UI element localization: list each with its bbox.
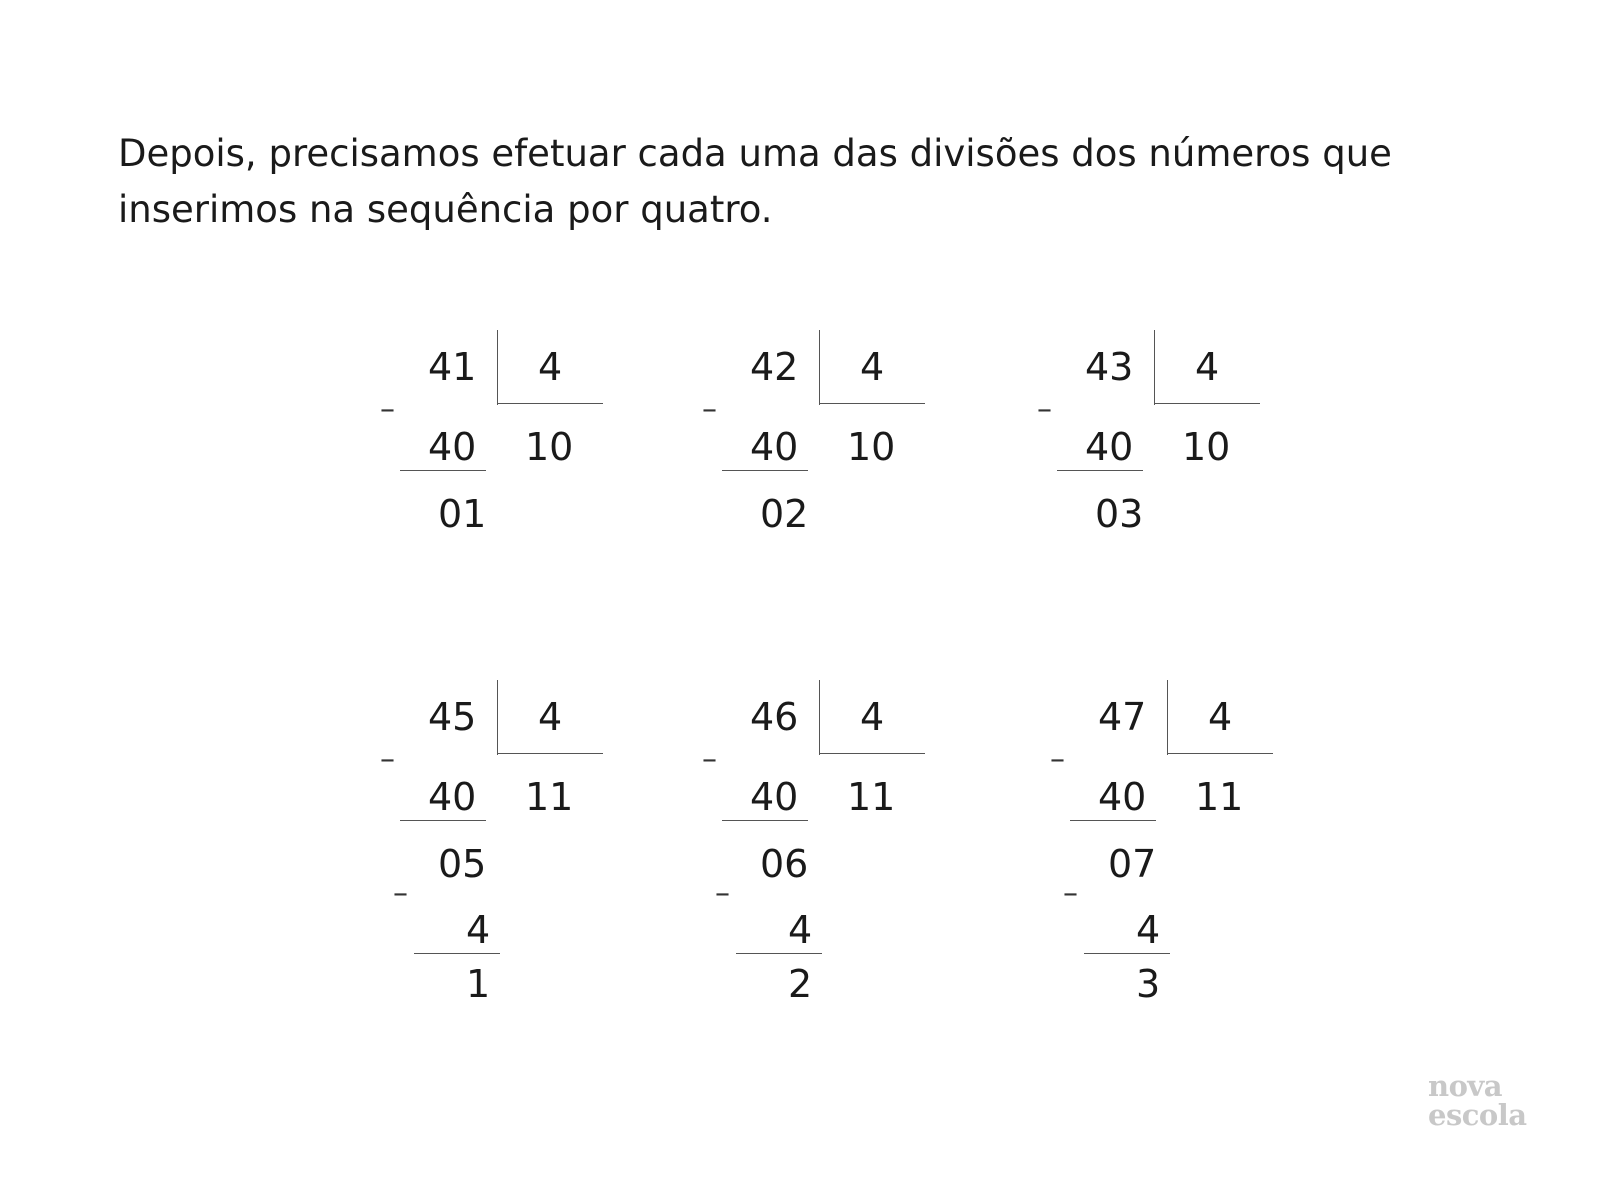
intro-line-2: inserimos na sequência por quatro.: [118, 188, 773, 231]
subtrahend-2: 4: [466, 908, 491, 952]
quotient: 11: [847, 775, 896, 819]
division-47: [1050, 680, 1350, 1020]
division-bracket-horizontal: [497, 403, 603, 404]
subtraction-line: [1070, 820, 1156, 821]
dividend: 46: [750, 695, 799, 739]
quotient: 10: [525, 425, 574, 469]
division-bracket-vertical: [497, 680, 498, 755]
subtraction-line-2: [414, 953, 500, 954]
division-bracket-vertical: [819, 330, 820, 405]
division-41: [380, 330, 680, 670]
quotient: 10: [847, 425, 896, 469]
quotient: 11: [1195, 775, 1244, 819]
division-bracket-vertical: [819, 680, 820, 755]
logo-line-1: nova: [1428, 1069, 1503, 1103]
subtrahend-2: 4: [788, 908, 813, 952]
subtrahend: 40: [428, 425, 477, 469]
subtraction-line: [400, 820, 486, 821]
minus-sign: –: [380, 392, 395, 427]
subtrahend: 40: [750, 425, 799, 469]
minus-sign-2: –: [393, 876, 408, 911]
subtraction-line: [722, 820, 808, 821]
division-43: [1037, 330, 1337, 670]
dividend: 42: [750, 345, 799, 389]
minus-sign: –: [380, 742, 395, 777]
division-42: [702, 330, 1002, 670]
remainder: 2: [788, 962, 813, 1006]
divisor: 4: [860, 695, 885, 739]
partial-remainder: 05: [438, 842, 487, 886]
subtraction-line-2: [1084, 953, 1170, 954]
intro-text: [118, 126, 1458, 238]
quotient: 11: [525, 775, 574, 819]
minus-sign-2: –: [1063, 876, 1078, 911]
remainder: 1: [466, 962, 491, 1006]
divisor: 4: [1195, 345, 1220, 389]
minus-sign: –: [1037, 392, 1052, 427]
division-46: [702, 680, 1002, 1020]
division-bracket-horizontal: [497, 753, 603, 754]
divisor: 4: [1208, 695, 1233, 739]
dividend: 43: [1085, 345, 1134, 389]
subtrahend-2: 4: [1136, 908, 1161, 952]
minus-sign: –: [702, 742, 717, 777]
division-45: [380, 680, 680, 1020]
subtrahend: 40: [1098, 775, 1147, 819]
division-bracket-horizontal: [1167, 753, 1273, 754]
subtraction-line: [1057, 470, 1143, 471]
dividend: 47: [1098, 695, 1147, 739]
division-bracket-vertical: [497, 330, 498, 405]
division-bracket-horizontal: [1154, 403, 1260, 404]
division-bracket-vertical: [1154, 330, 1155, 405]
remainder: 01: [438, 492, 487, 536]
division-bracket-horizontal: [819, 403, 925, 404]
remainder: 03: [1095, 492, 1144, 536]
subtraction-line: [722, 470, 808, 471]
divisor: 4: [538, 695, 563, 739]
subtrahend: 40: [428, 775, 477, 819]
division-bracket-horizontal: [819, 753, 925, 754]
partial-remainder: 07: [1108, 842, 1157, 886]
nova-escola-logo: [1428, 1069, 1527, 1132]
quotient: 10: [1182, 425, 1231, 469]
minus-sign-2: –: [715, 876, 730, 911]
remainder: 02: [760, 492, 809, 536]
remainder: 3: [1136, 962, 1161, 1006]
subtraction-line: [400, 470, 486, 471]
dividend: 45: [428, 695, 477, 739]
division-bracket-vertical: [1167, 680, 1168, 755]
divisor: 4: [860, 345, 885, 389]
minus-sign: –: [702, 392, 717, 427]
partial-remainder: 06: [760, 842, 809, 886]
dividend: 41: [428, 345, 477, 389]
divisor: 4: [538, 345, 563, 389]
intro-line-1: Depois, precisamos efetuar cada uma das divisões dos números que: [118, 132, 1392, 175]
logo-line-2: escola: [1428, 1098, 1527, 1132]
subtraction-line-2: [736, 953, 822, 954]
subtrahend: 40: [750, 775, 799, 819]
subtrahend: 40: [1085, 425, 1134, 469]
minus-sign: –: [1050, 742, 1065, 777]
